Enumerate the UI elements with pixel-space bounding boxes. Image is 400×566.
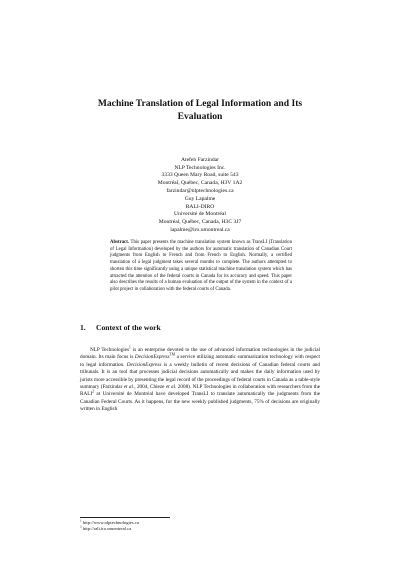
paragraph — [80, 347, 320, 414]
text-run: 2008). NLP Technologies in collaboration with researchers from the RALI — [80, 384, 320, 398]
author-block — [100, 196, 300, 235]
text-run: NLP Technologies — [90, 347, 129, 353]
footnotes — [80, 520, 139, 533]
footnote — [80, 526, 139, 532]
text-run: a service utilizing automatic summarization technology with respect to legal information. — [80, 354, 320, 368]
author-name: Guy Lapalme — [184, 196, 216, 202]
section-title: Context of the work — [96, 323, 161, 332]
abstract-label: Abstract. — [110, 240, 130, 245]
footnote-ref[interactable]: 2 — [92, 389, 94, 394]
title-line: Evaluation — [177, 111, 223, 122]
author-address: Montréal, Québec, Canada, H3V 1A2 — [157, 180, 243, 187]
abstract-text: This paper presents the machine translation system known as TransLI (Translation of Legal Information) developed by the authors for automatic translation of Canadian Court judgments from English to French and from French to English. Normally, a certified translation of a legal judgment takes several months to complete. The authors attempted to shorten this time significantly using a unique statistical machine translation system which has attracted the attention of the federal courts in Canada for its accuracy and speed. This paper also describes the results of a human evaluation of the output of the system in the context of a pilot project in collaboration with the federal courts of Canada. — [110, 240, 292, 292]
section-heading — [80, 323, 161, 332]
footnote-link[interactable]: http://www.nlptechnologies.ca — [82, 520, 139, 525]
author-email: farzindar@nlptechnologies.ca — [166, 187, 234, 194]
author-block — [100, 157, 300, 196]
section-number: 1. — [80, 323, 86, 332]
text-run-italic: DecisionExpress — [126, 361, 162, 368]
body-text — [80, 347, 320, 414]
text-run-italic: et al. — [123, 384, 135, 391]
author-address: Université de Montréal — [174, 211, 226, 218]
author-email: lapalme@iro.umontreal.ca — [170, 226, 230, 233]
author-name: Atefeh Farzindar — [180, 157, 220, 163]
text-run: , 2004, Chieze — [134, 384, 166, 391]
author-address: Montréal, Québec, Canada, H3C 3J7 — [158, 219, 242, 226]
footnote-mark: 1 — [80, 518, 82, 523]
text-run-italic: DecisionExpress — [134, 354, 170, 361]
paper-title — [70, 97, 330, 123]
abstract — [110, 240, 292, 294]
footnote-ref[interactable]: 1 — [128, 345, 131, 350]
footnote-divider — [80, 517, 170, 518]
text-run: is a weekly bulletin of recent decisions of Canadian federal courts and tribunals. It is an tool that processes judicial decisions automatically and makes the daily information used by jurists more accessible by presenting the legal record of the proceedings of federal courts in Canada as a table-style summary (Farzindar — [80, 361, 320, 391]
text-run: is an enterprise devoted to the use of advanced information technologies in the judicial domain. Its main focus is — [80, 347, 320, 361]
author-org: RALI-DIRO — [185, 203, 215, 210]
footnote-link[interactable]: http://rali.iro.umontreal.ca — [82, 526, 132, 532]
author-org: NLP Technologies Inc. — [174, 164, 226, 171]
title-line: Machine Translation of Legal Information and Its — [97, 98, 303, 109]
text-run: at Université de Montréal have developed TransLI to translate automatically the judgments from the Canadian Federal Courts. As it happens, for the new weekly published judgments, 75% of decisions are originally written in English — [80, 391, 320, 413]
author-address: 3333 Queen Mary Road, suite 543 — [161, 172, 239, 179]
text-run-italic: et al. — [165, 384, 177, 391]
footnote-mark: 2 — [80, 524, 82, 529]
trademark-mark: TM — [169, 352, 176, 357]
